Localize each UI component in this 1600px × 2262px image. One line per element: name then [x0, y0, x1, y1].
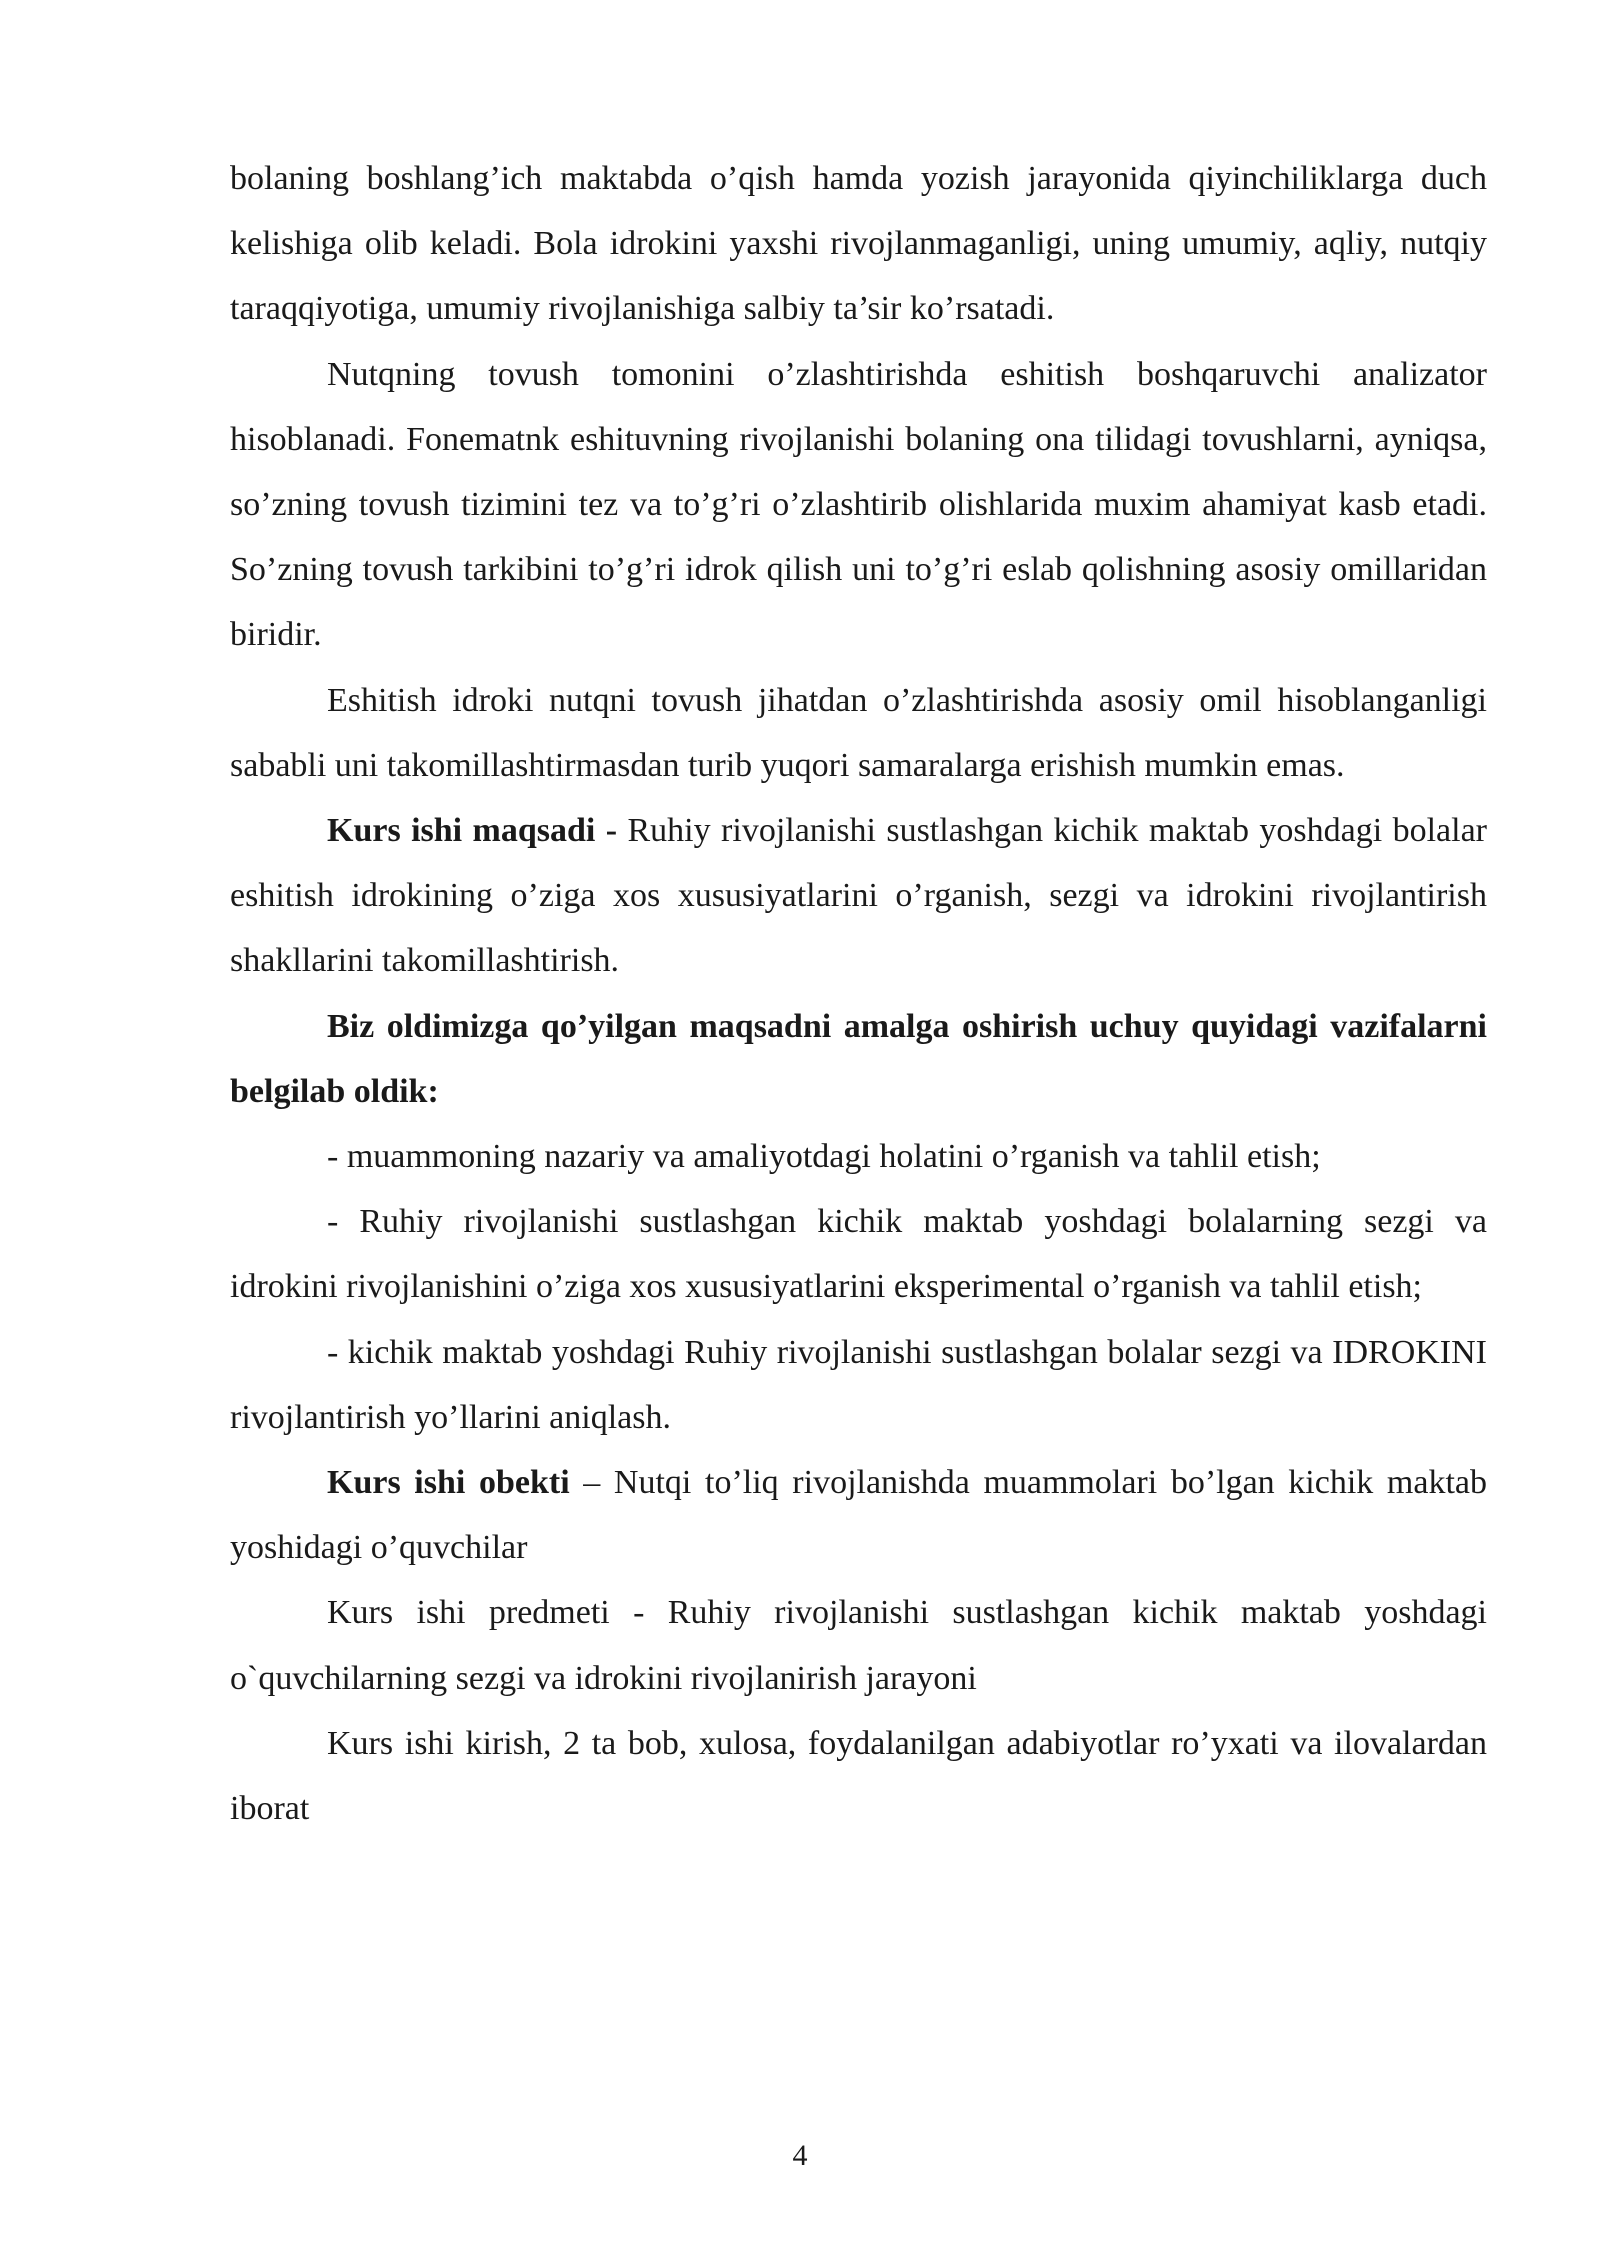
object-label: Kurs ishi obekti	[327, 1464, 570, 1502]
paragraph-structure: Kurs ishi kirish, 2 ta bob, xulosa, foydalanilgan adabiyotlar ro’yxati va ilovalardan iborat	[230, 1724, 1487, 1828]
paragraph-continuation: bolaning boshlang’ich maktabda o’qish hamda yozish jarayonida qiyinchiliklarga duch kelishiga olib keladi. Bola idrokini yaxshi rivojlanmaganligi, uning umumiy, aqliy, nutqiy taraqqiyotiga, umumiy rivojlanishiga salbiy ta’sir ko’rsatadi.	[230, 160, 1487, 328]
paragraph-object	[230, 1450, 1487, 1580]
object-text: – Nutqi to’liq rivojlanishda muammolari bo’lgan kichik maktab yoshidagi o’quvchilar	[230, 1464, 1487, 1567]
goal-text: Ruhiy rivojlanishi sustlashgan kichik maktab yoshdagi bolalar eshitish idrokining o’ziga xos xususiyatlarini o’rganish, sezgi va idrokini rivojlantirish shakllarini takomillashtirish.	[230, 812, 1487, 980]
paragraph-goal	[230, 798, 1487, 994]
page-body	[230, 146, 1487, 1841]
goal-label: Kurs ishi maqsadi -	[327, 812, 618, 850]
task-item: - kichik maktab yoshdagi Ruhiy rivojlanishi sustlashgan bolalar sezgi va IDROKINI rivojlantirish yo’llarini aniqlash.	[230, 1333, 1487, 1436]
task-item: - Ruhiy rivojlanishi sustlashgan kichik maktab yoshdagi bolalarning sezgi va idrokini rivojlanishini o’ziga xos xususiyatlarini eksperimental o’rganish va tahlil etish;	[230, 1203, 1487, 1306]
tasks-heading: Biz oldimizga qo’yilgan maqsadni amalga oshirish uchuy quyidagi vazifalarni belgilab oldik:	[230, 1007, 1487, 1110]
page-number: 4	[792, 2139, 808, 2172]
paragraph-subject: Kurs ishi predmeti - Ruhiy rivojlanishi sustlashgan kichik maktab yoshdagi o`quvchilarning sezgi va idrokini rivojlanirish jarayoni	[230, 1594, 1487, 1697]
task-item: - muammoning nazariy va amaliyotdagi holatini o’rganish va tahlil etish;	[327, 1138, 1321, 1176]
paragraph-auditory-analyzer: Nutqning tovush tomonini o’zlashtirishda eshitish boshqaruvchi analizator hisoblanadi. Fonematnk eshituvning rivojlanishi bolaning ona tilidagi tovushlarni, ayniqsa, so’zning tovush tizimini tez va to’g’ri o’zlashtirib olishlarida muxim ahamiyat kasb etadi. So’zning tovush tarkibini to’g’ri idrok qilish uni to’g’ri eslab qolishning asosiy omillaridan biridir.	[230, 355, 1487, 654]
paragraph-auditory-perception: Eshitish idroki nutqni tovush jihatdan o’zlashtirishda asosiy omil hisoblanganligi sababli uni takomillashtirmasdan turib yuqori samaralarga erishish mumkin emas.	[230, 681, 1487, 784]
